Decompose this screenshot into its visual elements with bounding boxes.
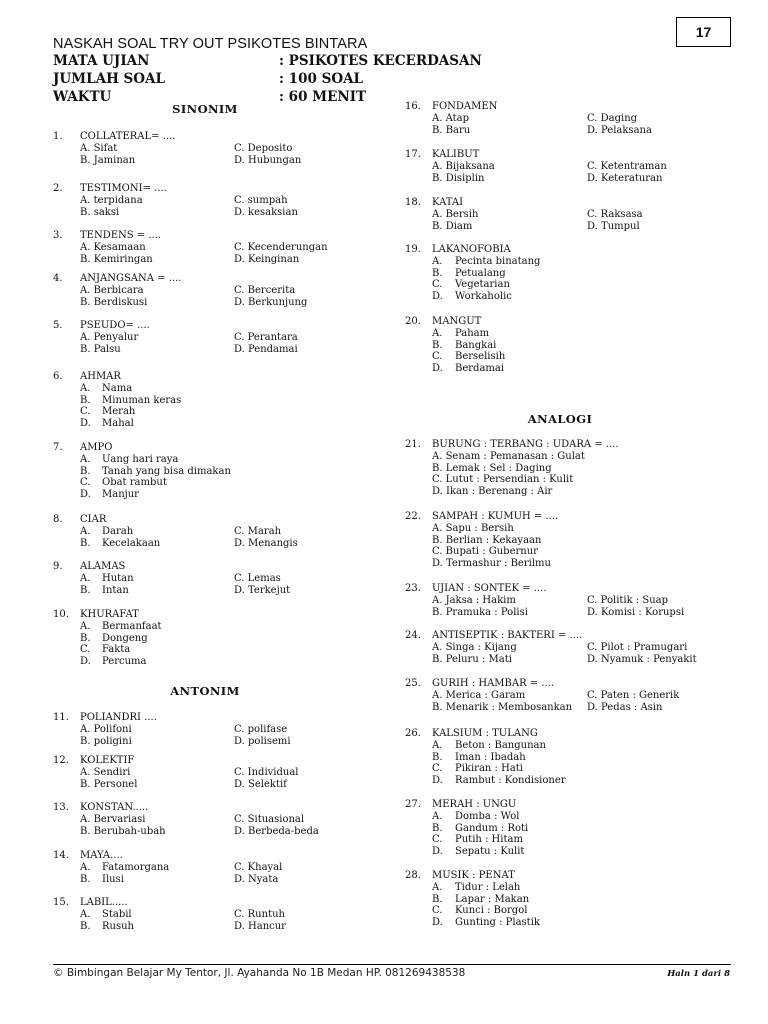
question-text: LAKANOFOBIA [432,244,511,255]
question-number: 15. [53,897,69,908]
answer-option-letter: D. [432,917,443,929]
question-number: 11. [53,712,69,723]
answer-option: C. Raksasa [587,208,643,220]
info-label: MATA UJIAN [53,53,150,69]
answer-option-letter: A. [80,525,91,537]
question-number: 5. [53,320,63,331]
answer-option-letter: B. [80,584,91,596]
question-text: KALIBUT [432,149,480,160]
answer-option: D. Terkejut [234,584,291,596]
answer-option-letter: A. [80,453,91,465]
answer-option: C. Kecenderungan [234,241,328,253]
answer-option-text: Stabil [102,908,132,920]
answer-option-text: Gandum : Roti [455,822,529,834]
question-text: CIAR [80,514,107,525]
question-number: 3. [53,230,63,241]
answer-option-letter: D. [432,775,443,787]
answer-option-letter: A. [432,739,443,751]
answer-option: C. Bupati : Gubernur [432,546,538,558]
answer-option: C. sumpah [234,194,288,206]
answer-option: B. Berubah-ubah [80,825,166,837]
answer-option: A. Polifoni [80,723,132,735]
answer-option-text: Uang hari raya [102,453,179,465]
answer-option-letter: D. [432,363,443,375]
answer-option: B. Jaminan [80,154,136,166]
question-number: 2. [53,183,63,194]
answer-option-letter: A. [432,327,443,339]
answer-option: D. Nyata [234,873,279,885]
question-number: 4. [53,273,63,284]
answer-option-text: Mahal [102,418,134,430]
footer-address: © Bimbingan Belajar My Tentor, Jl. Ayahanda No 1B Medan HP. 081269438538 [53,967,466,979]
question-number: 9. [53,561,63,572]
answer-option-letter: D. [432,846,443,858]
answer-option: D. Selektif [234,778,287,790]
answer-option: D. Keteraturan [587,172,663,184]
answer-option: A. Atap [432,112,470,124]
question-number: 22. [405,511,421,522]
question-number: 8. [53,514,63,525]
question-text: ALAMAS [80,561,126,572]
answer-option-text: Rusuh [102,920,134,932]
answer-option: C. polifase [234,723,288,735]
question-text: POLIANDRI .... [80,712,157,723]
answer-option: A. Sendiri [80,766,131,778]
answer-option-text: Domba : Wol [455,810,520,822]
question-number: 26. [405,728,421,739]
exam-info [53,52,482,106]
answer-option: C. Individual [234,766,299,778]
answer-option-text: Tidur : Lelah [455,881,521,893]
answer-option: C. Marah [234,525,282,537]
answer-option: C. Daging [587,112,638,124]
answer-option: D. Keinginan [234,253,300,265]
answer-option-letter: B. [432,822,443,834]
question-number: 6. [53,371,63,382]
answer-option: C. Deposito [234,142,293,154]
question-text: UJIAN : SONTEK = .... [432,583,547,594]
question-text: PSEUDO= .... [80,320,150,331]
question-number: 28. [405,870,421,881]
answer-option-text: Rambut : Kondisioner [455,775,566,787]
question-number: 13. [53,802,69,813]
answer-option: B. Kemiringan [80,253,153,265]
question-text: KALSIUM : TULANG [432,728,538,739]
answer-option-text: Bermanfaat [102,620,162,632]
answer-option-text: Gunting : Plastik [455,917,540,929]
question-text: MERAH : UNGU [432,799,517,810]
answer-option-text: Sepatu : Kulit [455,846,525,858]
answer-option-letter: D. [80,489,91,501]
question-number: 20. [405,316,421,327]
answer-option-text: Berdamai [455,363,505,375]
answer-option: D. Termashur : Berilmu [432,558,551,570]
answer-option-letter: A. [80,572,91,584]
answer-option: C. Pilot : Pramugari [587,641,688,653]
answer-option: D. Pedas : Asin [587,701,663,713]
answer-option: A. Senam : Pemanasan : Gulat [432,450,585,462]
answer-option-text: Minuman keras [102,394,182,406]
answer-option: D. Pelaksana [587,124,652,136]
info-row-subject [53,52,482,70]
question-text: SAMPAH : KUMUH = .... [432,511,559,522]
question-text: TENDENS = .... [80,230,162,241]
answer-option-letter: C. [432,834,443,846]
answer-option-letter: A. [80,908,91,920]
answer-option: C. Situasional [234,813,305,825]
section-title-analogi: ANALOGI [527,412,593,426]
answer-option: A. Penyalur [80,331,139,343]
question-text: COLLATERAL= .... [80,131,176,142]
answer-option: B. saksi [80,206,120,218]
question-number: 21. [405,439,421,450]
info-value: : PSIKOTES KECERDASAN [279,53,482,69]
answer-option: A. terpidana [80,194,143,206]
answer-option-text: Fakta [102,644,131,656]
answer-option-text: Paham [455,327,490,339]
answer-option-text: Manjur [102,489,139,501]
answer-option-letter: C. [432,905,443,917]
answer-option-text: Dongeng [102,632,148,644]
answer-option: A. Bersih [432,208,479,220]
answer-option: B. Pramuka : Polisi [432,606,528,618]
answer-option-letter: B. [432,267,443,279]
answer-option: C. Paten : Generik [587,689,680,701]
answer-option: A. Berbicara [80,284,144,296]
answer-option-text: Pecinta binatang [455,255,541,267]
answer-option: D. Pendamai [234,343,298,355]
answer-option: B. Diam [432,220,473,232]
answer-option-letter: C. [80,406,91,418]
answer-option-letter: B. [80,537,91,549]
question-number: 23. [405,583,421,594]
answer-option: D. Berbeda-beda [234,825,319,837]
answer-option: C. Lutut : Persendian : Kulit [432,474,574,486]
answer-option-letter: B. [80,465,91,477]
question-text: FONDAMEN [432,101,498,112]
question-text: MUSIK : PENAT [432,870,515,881]
answer-option: D. Komisi : Korupsi [587,606,685,618]
section-title-antonim: ANTONIM [170,684,240,698]
answer-option: C. Lemas [234,572,281,584]
answer-option-text: Berselisih [455,351,506,363]
question-number: 19. [405,244,421,255]
question-text: MANGUT [432,316,482,327]
section-title-sinonim: SINONIM [172,102,238,116]
answer-option-text: Intan [102,584,129,596]
answer-option: B. Peluru : Mati [432,653,512,665]
answer-option-text: Bangkai [455,339,497,351]
question-number: 17. [405,149,421,160]
info-value: : 60 MENIT [279,89,367,105]
answer-option: A. Sifat [80,142,118,154]
question-text: TESTIMONI= .... [80,183,167,194]
answer-option-text: Tanah yang bisa dimakan [102,465,231,477]
question-text: KHURAFAT [80,609,139,620]
answer-option-text: Obat rambut [102,477,167,489]
answer-option-text: Darah [102,525,134,537]
answer-option-letter: C. [80,477,91,489]
answer-option: B. poligini [80,735,132,747]
answer-option-letter: C. [432,279,443,291]
answer-option-letter: B. [432,893,443,905]
answer-option: D. Nyamuk : Penyakit [587,653,697,665]
answer-option-letter: A. [432,255,443,267]
answer-option: B. Palsu [80,343,121,355]
answer-option: D. Ikan : Berenang : Air [432,486,553,498]
answer-option-text: Fatamorgana [102,861,170,873]
answer-option: B. Personel [80,778,138,790]
answer-option-letter: A. [80,861,91,873]
answer-option-letter: B. [432,339,443,351]
answer-option-text: Iman : Ibadah [455,751,526,763]
answer-option-text: Ilusi [102,873,124,885]
answer-option-letter: A. [432,810,443,822]
answer-option-text: Percuma [102,656,147,668]
answer-option-letter: D. [80,656,91,668]
answer-option-letter: B. [80,394,91,406]
answer-option: A. Sapu : Bersih [432,522,514,534]
question-number: 25. [405,678,421,689]
answer-option-letter: B. [80,873,91,885]
answer-option: C. Runtuh [234,908,285,920]
question-text: AMPO [80,442,113,453]
answer-option: A. Kesamaan [80,241,146,253]
answer-option-text: Pikiran : Hati [455,763,523,775]
question-text: LABIL..... [80,897,128,908]
info-row-count [53,70,482,88]
question-number: 10. [53,609,69,620]
answer-option: C. Ketentraman [587,160,667,172]
question-number: 16. [405,101,421,112]
answer-option-letter: D. [80,418,91,430]
answer-option: D. Tumpul [587,220,640,232]
answer-option: B. Disiplin [432,172,485,184]
answer-option: D. Hancur [234,920,286,932]
answer-option-text: Beton : Bangunan [455,739,546,751]
question-number: 1. [53,131,63,142]
footer-page-number: Haln 1 dari 8 [667,969,730,979]
answer-option: D. Menangis [234,537,298,549]
answer-option: C. Khayal [234,861,283,873]
answer-option: B. Berdiskusi [80,296,148,308]
answer-option-text: Lapar : Makan [455,893,530,905]
answer-option: B. Lemak : Sel : Daging [432,462,552,474]
answer-option-text: Hutan [102,572,134,584]
answer-option: C. Politik : Suap [587,594,669,606]
answer-option-text: Kecelakaan [102,537,161,549]
answer-option: A. Jaksa : Hakim [432,594,516,606]
info-value: : 100 SOAL [279,71,364,87]
document-title: NASKAH SOAL TRY OUT PSIKOTES BINTARA [53,36,368,52]
answer-option: A. Bervariasi [80,813,146,825]
answer-option: D. Hubungan [234,154,302,166]
question-text: MAYA.... [80,850,123,861]
question-number: 14. [53,850,69,861]
answer-option: B. Menarik : Membosankan [432,701,573,713]
answer-option-text: Putih : Hitam [455,834,523,846]
answer-option: D. kesaksian [234,206,298,218]
answer-option: C. Perantara [234,331,298,343]
answer-option-text: Merah [102,406,136,418]
question-number: 24. [405,630,421,641]
page-number-box: 17 [676,17,731,47]
answer-option: A. Bijaksana [432,160,495,172]
question-text: KOLEKTIF [80,755,135,766]
answer-option-text: Vegetarian [455,279,510,291]
answer-option-text: Petualang [455,267,506,279]
answer-option-letter: C. [432,763,443,775]
answer-option: A. Merica : Garam [432,689,526,701]
question-text: BURUNG : TERBANG : UDARA = .... [432,439,619,450]
question-text: ANJANGSANA = .... [80,273,182,284]
answer-option-letter: D. [432,291,443,303]
answer-option-letter: A. [80,382,91,394]
info-label: JUMLAH SOAL [53,71,166,87]
question-number: 12. [53,755,69,766]
question-text: KONSTAN..... [80,802,149,813]
question-text: AHMAR [80,371,121,382]
answer-option-letter: C. [432,351,443,363]
question-text: GURIH : HAMBAR = .... [432,678,555,689]
answer-option: D. polisemi [234,735,291,747]
answer-option-letter: A. [80,620,91,632]
answer-option-letter: A. [432,881,443,893]
answer-option-letter: B. [80,632,91,644]
answer-option-text: Workaholic [455,291,512,303]
question-number: 7. [53,442,63,453]
answer-option: B. Baru [432,124,471,136]
question-text: ANTISEPTIK : BAKTERI = .... [432,630,583,641]
info-label: WAKTU [53,89,112,105]
answer-option: A. Singa : Kijang [432,641,517,653]
answer-option: C. Bercerita [234,284,296,296]
answer-option-text: Nama [102,382,133,394]
answer-option-text: Kunci : Borgol [455,905,528,917]
answer-option: D. Berkunjung [234,296,308,308]
footer-divider [53,964,731,965]
question-text: KATAI [432,197,464,208]
question-number: 18. [405,197,421,208]
question-number: 27. [405,799,421,810]
answer-option-letter: B. [80,920,91,932]
answer-option-letter: B. [432,751,443,763]
answer-option-letter: C. [80,644,91,656]
answer-option: B. Berlian : Kekayaan [432,534,542,546]
